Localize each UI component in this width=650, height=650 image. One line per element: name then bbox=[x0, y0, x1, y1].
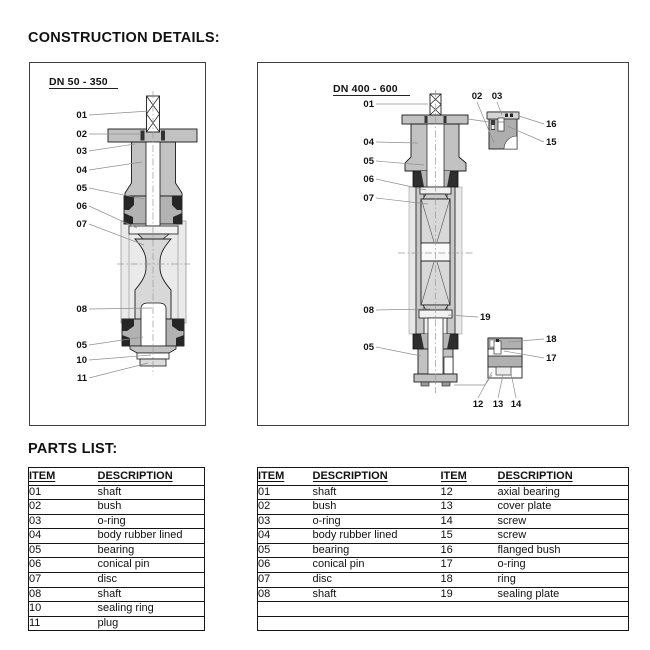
table-row: 01 shaft 12 axial bearing bbox=[258, 485, 629, 500]
disc-hub-top bbox=[138, 234, 169, 239]
col-header-item: ITEM bbox=[29, 470, 56, 482]
table-header-row bbox=[258, 468, 629, 486]
table-row: 02 bush bbox=[29, 500, 205, 515]
callout-12: 12 bbox=[472, 399, 484, 410]
conical-pin bbox=[129, 226, 178, 234]
callout-02: 02 bbox=[471, 91, 483, 102]
callout-03: 03 bbox=[491, 91, 503, 102]
col-header-description-2: DESCRIPTION bbox=[497, 470, 573, 482]
table-row: 10 sealing ring bbox=[29, 602, 205, 617]
callout-08: 08 bbox=[76, 304, 87, 315]
valve-cross-section-dn400-600 bbox=[258, 63, 628, 425]
col-header-description-1: DESCRIPTION bbox=[312, 470, 388, 482]
callout-16: 16 bbox=[546, 119, 557, 130]
callout-01: 01 bbox=[76, 110, 87, 121]
callout-08: 08 bbox=[363, 305, 374, 316]
table-row: 11 plug bbox=[29, 616, 205, 631]
table-row: 05 bearing bbox=[29, 543, 205, 558]
callout-03: 03 bbox=[76, 146, 87, 157]
table-row: 02 bush 13 cover plate bbox=[258, 500, 629, 515]
callout-06: 06 bbox=[363, 174, 374, 185]
table-row: 06 conical pin bbox=[29, 558, 205, 573]
table-row-empty bbox=[258, 616, 629, 631]
callout-02: 02 bbox=[76, 129, 87, 140]
diagram-panel-dn400-600 bbox=[257, 62, 629, 426]
callout-05: 05 bbox=[363, 156, 374, 167]
table-row: 06 conical pin 17 o-ring bbox=[258, 558, 629, 573]
parts-table-small bbox=[28, 467, 205, 631]
col-header-item-1: ITEM bbox=[258, 470, 285, 482]
table-row: 08 shaft 19 sealing plate bbox=[258, 587, 629, 602]
callout-17: 17 bbox=[546, 353, 557, 364]
table-row: 04 body rubber lined bbox=[29, 529, 205, 544]
table-row: 01 shaft bbox=[29, 485, 205, 500]
table-row: 08 shaft bbox=[29, 587, 205, 602]
callout-05b: 05 bbox=[76, 340, 87, 351]
table-row: 07 disc bbox=[29, 573, 205, 588]
dn-range-label bbox=[333, 83, 410, 96]
callout-labels bbox=[76, 110, 87, 384]
parts-list-title: PARTS LIST: bbox=[28, 441, 118, 457]
callout-07: 07 bbox=[76, 219, 87, 230]
callout-10: 10 bbox=[76, 355, 87, 366]
callout-04: 04 bbox=[76, 165, 87, 176]
top-flange bbox=[402, 115, 468, 124]
svg-text:DN 400 - 600: DN 400 - 600 bbox=[333, 83, 398, 95]
detail-inset-bottom bbox=[488, 338, 522, 378]
svg-text:DN 50 - 350: DN 50 - 350 bbox=[49, 76, 108, 88]
callout-05: 05 bbox=[76, 183, 87, 194]
table-row: 05 bearing 16 flanged bush bbox=[258, 543, 629, 558]
callout-11: 11 bbox=[76, 373, 87, 384]
table-row-empty bbox=[258, 602, 629, 617]
table-row: 03 o-ring bbox=[29, 514, 205, 529]
table-header-row bbox=[29, 468, 205, 486]
shaft-bottom bbox=[141, 303, 166, 346]
col-header-description: DESCRIPTION bbox=[97, 470, 173, 482]
callout-07: 07 bbox=[363, 193, 374, 204]
callout-13: 13 bbox=[492, 399, 504, 410]
parts-table-large bbox=[257, 467, 629, 631]
callout-01: 01 bbox=[363, 99, 374, 110]
table-row: 04 body rubber lined 15 screw bbox=[258, 529, 629, 544]
callout-14: 14 bbox=[510, 399, 522, 410]
detail-inset-top bbox=[487, 112, 519, 149]
callout-15: 15 bbox=[546, 137, 557, 148]
page-title: CONSTRUCTION DETAILS: bbox=[28, 30, 220, 46]
table-row: 07 disc 18 ring bbox=[258, 573, 629, 588]
valve-cross-section-dn50-350 bbox=[30, 63, 205, 425]
diagram-panel-dn50-350 bbox=[29, 62, 206, 426]
callout-18: 18 bbox=[546, 334, 557, 345]
callout-04: 04 bbox=[363, 137, 374, 148]
table-row: 03 o-ring 14 screw bbox=[258, 514, 629, 529]
dn-range-label bbox=[49, 76, 118, 89]
col-header-item-2: ITEM bbox=[440, 470, 467, 482]
callout-06: 06 bbox=[76, 201, 87, 212]
callout-05b: 05 bbox=[363, 342, 374, 353]
callout-19: 19 bbox=[480, 312, 491, 323]
